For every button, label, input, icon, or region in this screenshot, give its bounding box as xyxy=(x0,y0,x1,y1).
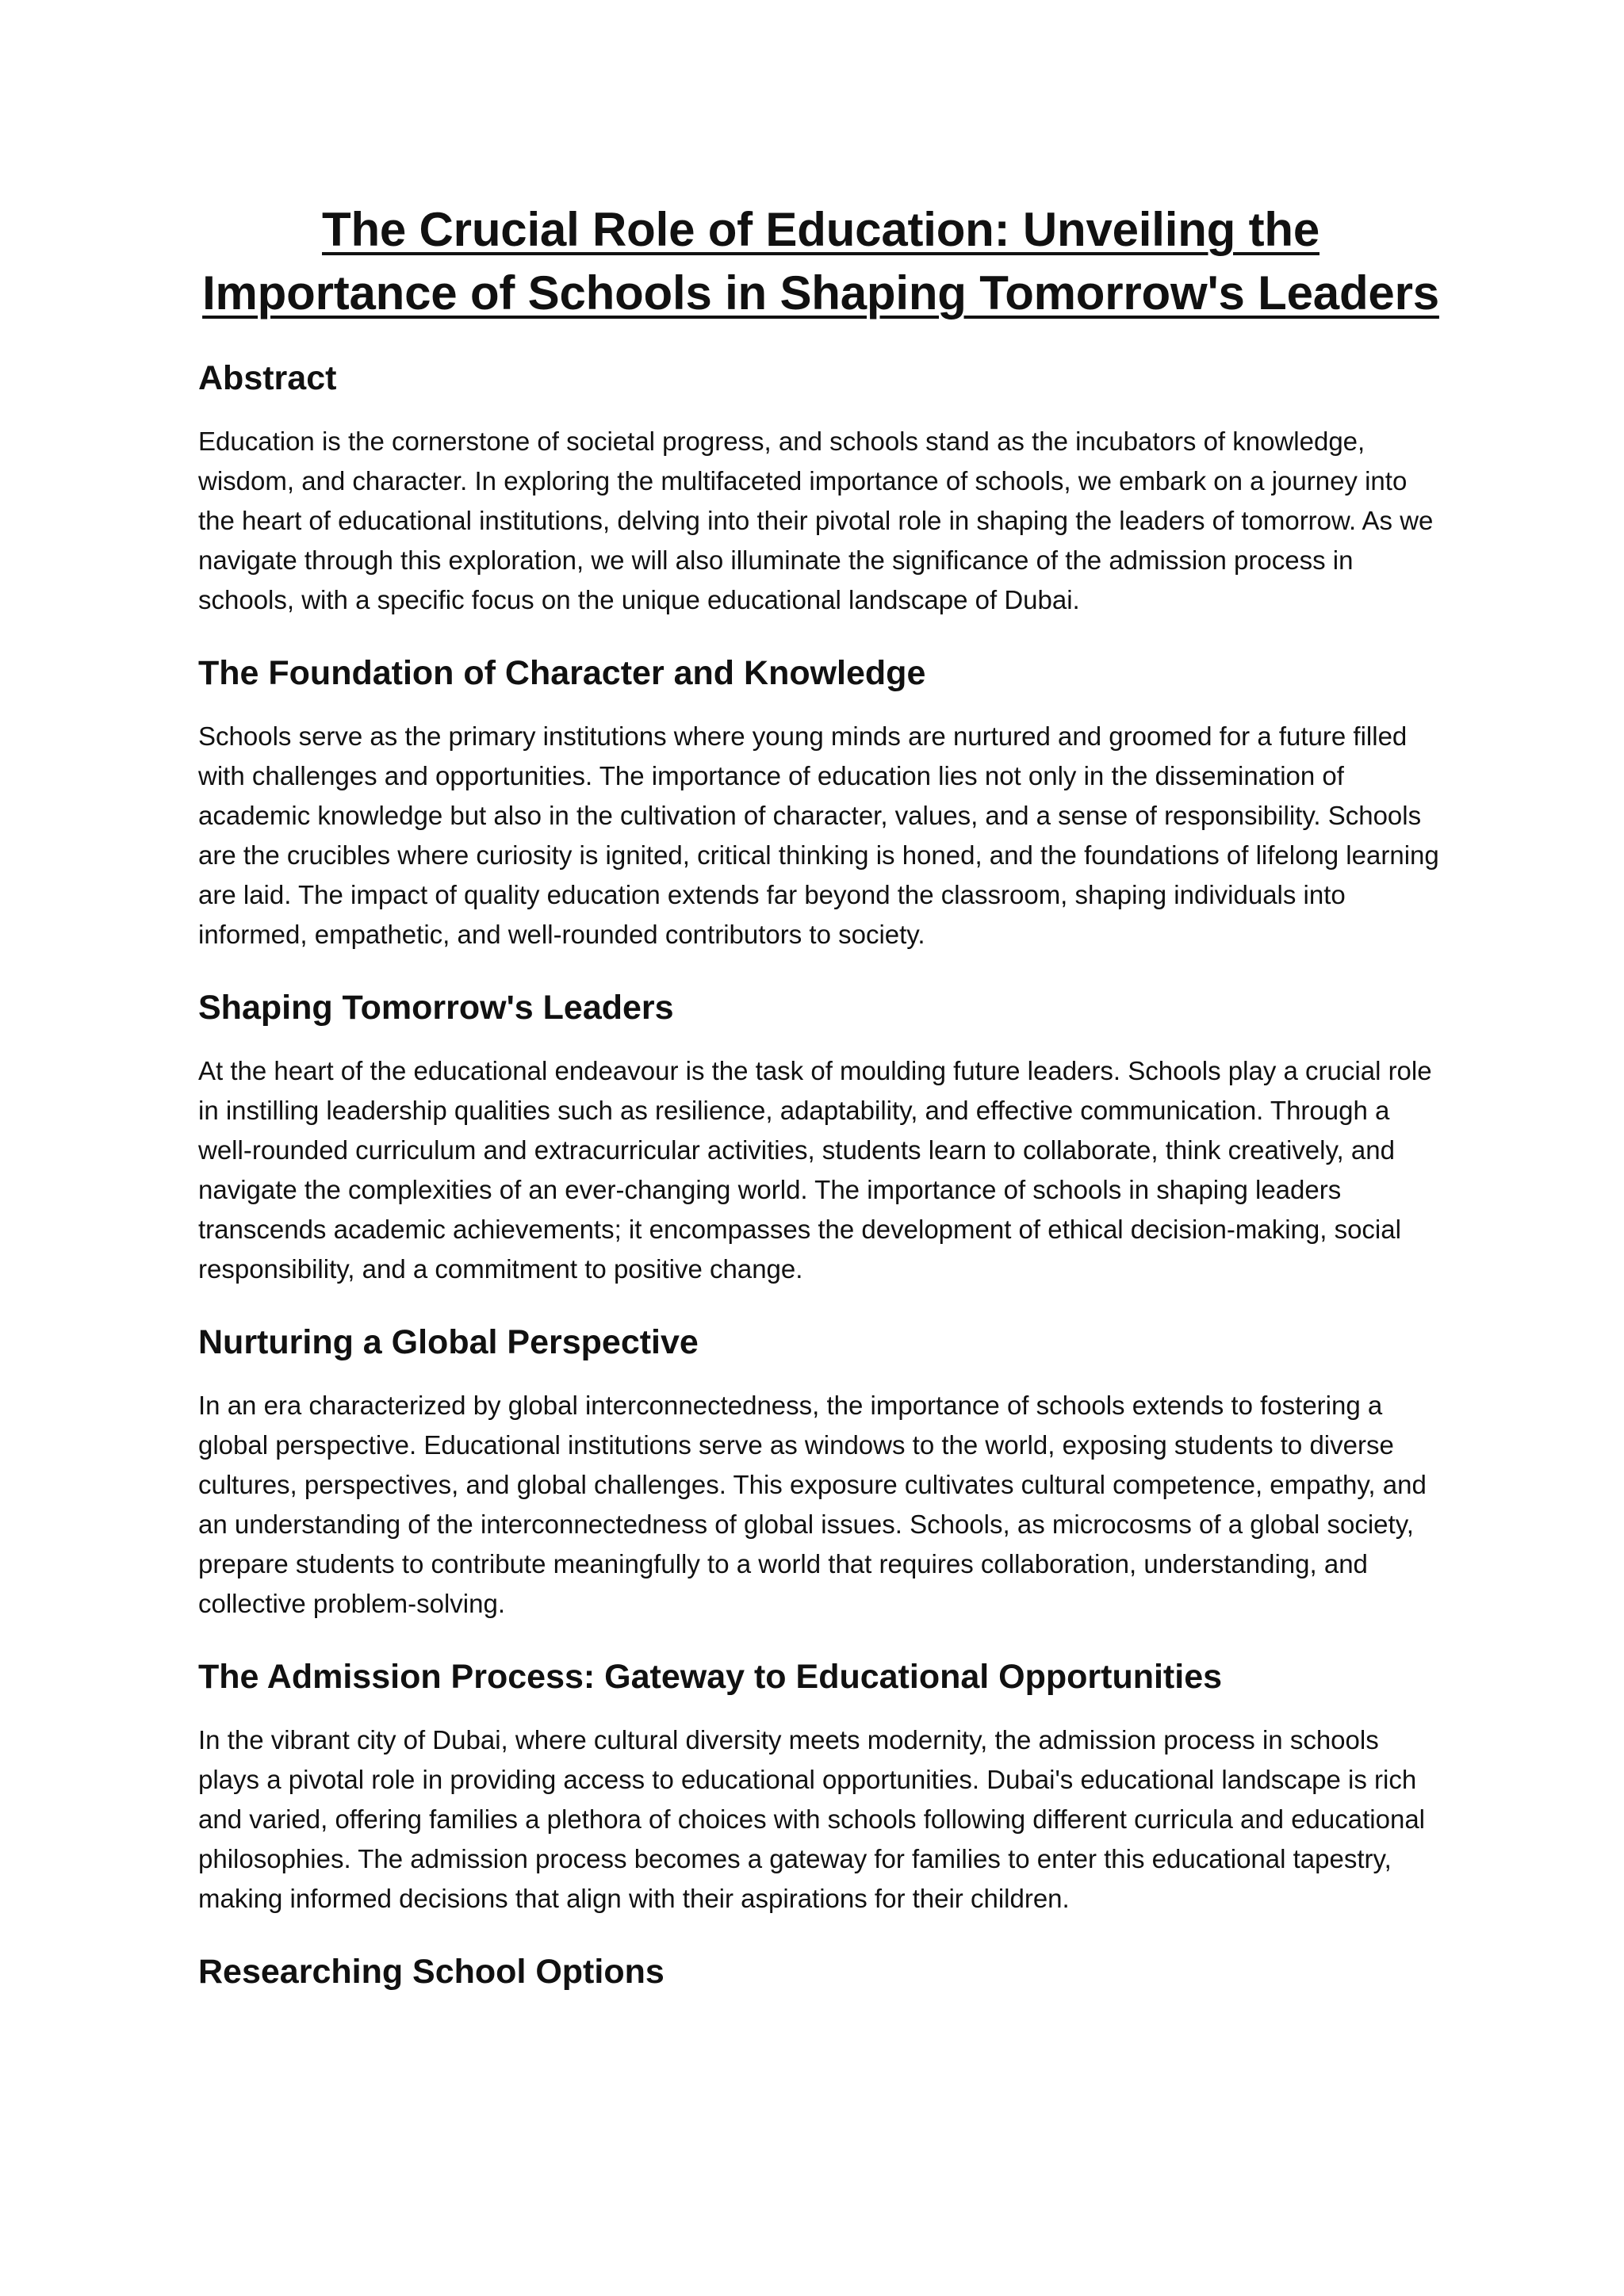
section-heading: Shaping Tomorrow's Leaders xyxy=(198,989,674,1027)
document-title: The Crucial Role of Education: Unveiling the Importance of Schools in Shaping Tomorrow's Leaders xyxy=(202,203,1439,320)
section-paragraph: Schools serve as the primary institutions where young minds are nurtured and groomed for a future filled with challenges and opportunities. The importance of education lies not only in the dissemination of academic knowledge but also in the cultivation of character, values, and a sense of responsibility. Schools are the crucibles where curiosity is ignited, critical thinking is honed, and the foundations of lifelong learning are laid. The impact of quality education extends far beyond the classroom, shaping individuals into informed, empathetic, and well-rounded contributors to society. xyxy=(198,721,1439,949)
section-heading: Abstract xyxy=(198,359,337,397)
section-researching-options xyxy=(198,1950,1443,1993)
section-heading: The Foundation of Character and Knowledge xyxy=(198,654,926,692)
section-paragraph: In an era characterized by global interconnectedness, the importance of schools extends to fostering a global perspective. Educational institutions serve as windows to the world, exposing students to diverse cultures, perspectives, and global challenges. This exposure cultivates cultural competence, empathy, and an understanding of the interconnectedness of global issues. Schools, as microcosms of a global society, prepare students to contribute meaningfully to a world that requires collaboration, understanding, and collective problem-solving. xyxy=(198,1391,1427,1618)
section-paragraph: In the vibrant city of Dubai, where cultural diversity meets modernity, the admission process in schools plays a pivotal role in providing access to educational opportunities. Dubai's educational landscape is rich and varied, offering families a plethora of choices with schools following different curricula and educational philosophies. The admission process becomes a gateway for families to enter this educational tapestry, making informed decisions that align with their aspirations for their children. xyxy=(198,1725,1426,1913)
section-paragraph: Education is the cornerstone of societal progress, and schools stand as the incubators of knowledge, wisdom, and character. In exploring the multifaceted importance of schools, we embark on a journey into the heart of educational institutions, delving into their pivotal role in shaping the leaders of tomorrow. As we navigate through this exploration, we will also illuminate the significance of the admission process in schools, with a specific focus on the unique educational landscape of Dubai. xyxy=(198,427,1434,614)
document-page xyxy=(198,0,1443,1993)
section-heading: Nurturing a Global Perspective xyxy=(198,1323,699,1361)
section-abstract xyxy=(198,357,1443,620)
section-paragraph: At the heart of the educational endeavour is the task of moulding future leaders. Schools play a crucial role in instilling leadership qualities such as resilience, adaptability, and effective communication. Through a well-rounded curriculum and extracurricular activities, students learn to collaborate, think creatively, and navigate the complexities of an ever-changing world. The importance of schools in shaping leaders transcends academic achievements; it encompasses the development of ethical decision-making, social responsibility, and a commitment to positive change. xyxy=(198,1056,1432,1284)
section-heading: Researching School Options xyxy=(198,1953,665,1991)
section-admission-process xyxy=(198,1655,1443,1919)
section-global-perspective xyxy=(198,1321,1443,1624)
section-foundation xyxy=(198,652,1443,955)
section-heading: The Admission Process: Gateway to Educational Opportunities xyxy=(198,1658,1223,1696)
section-leaders xyxy=(198,986,1443,1289)
